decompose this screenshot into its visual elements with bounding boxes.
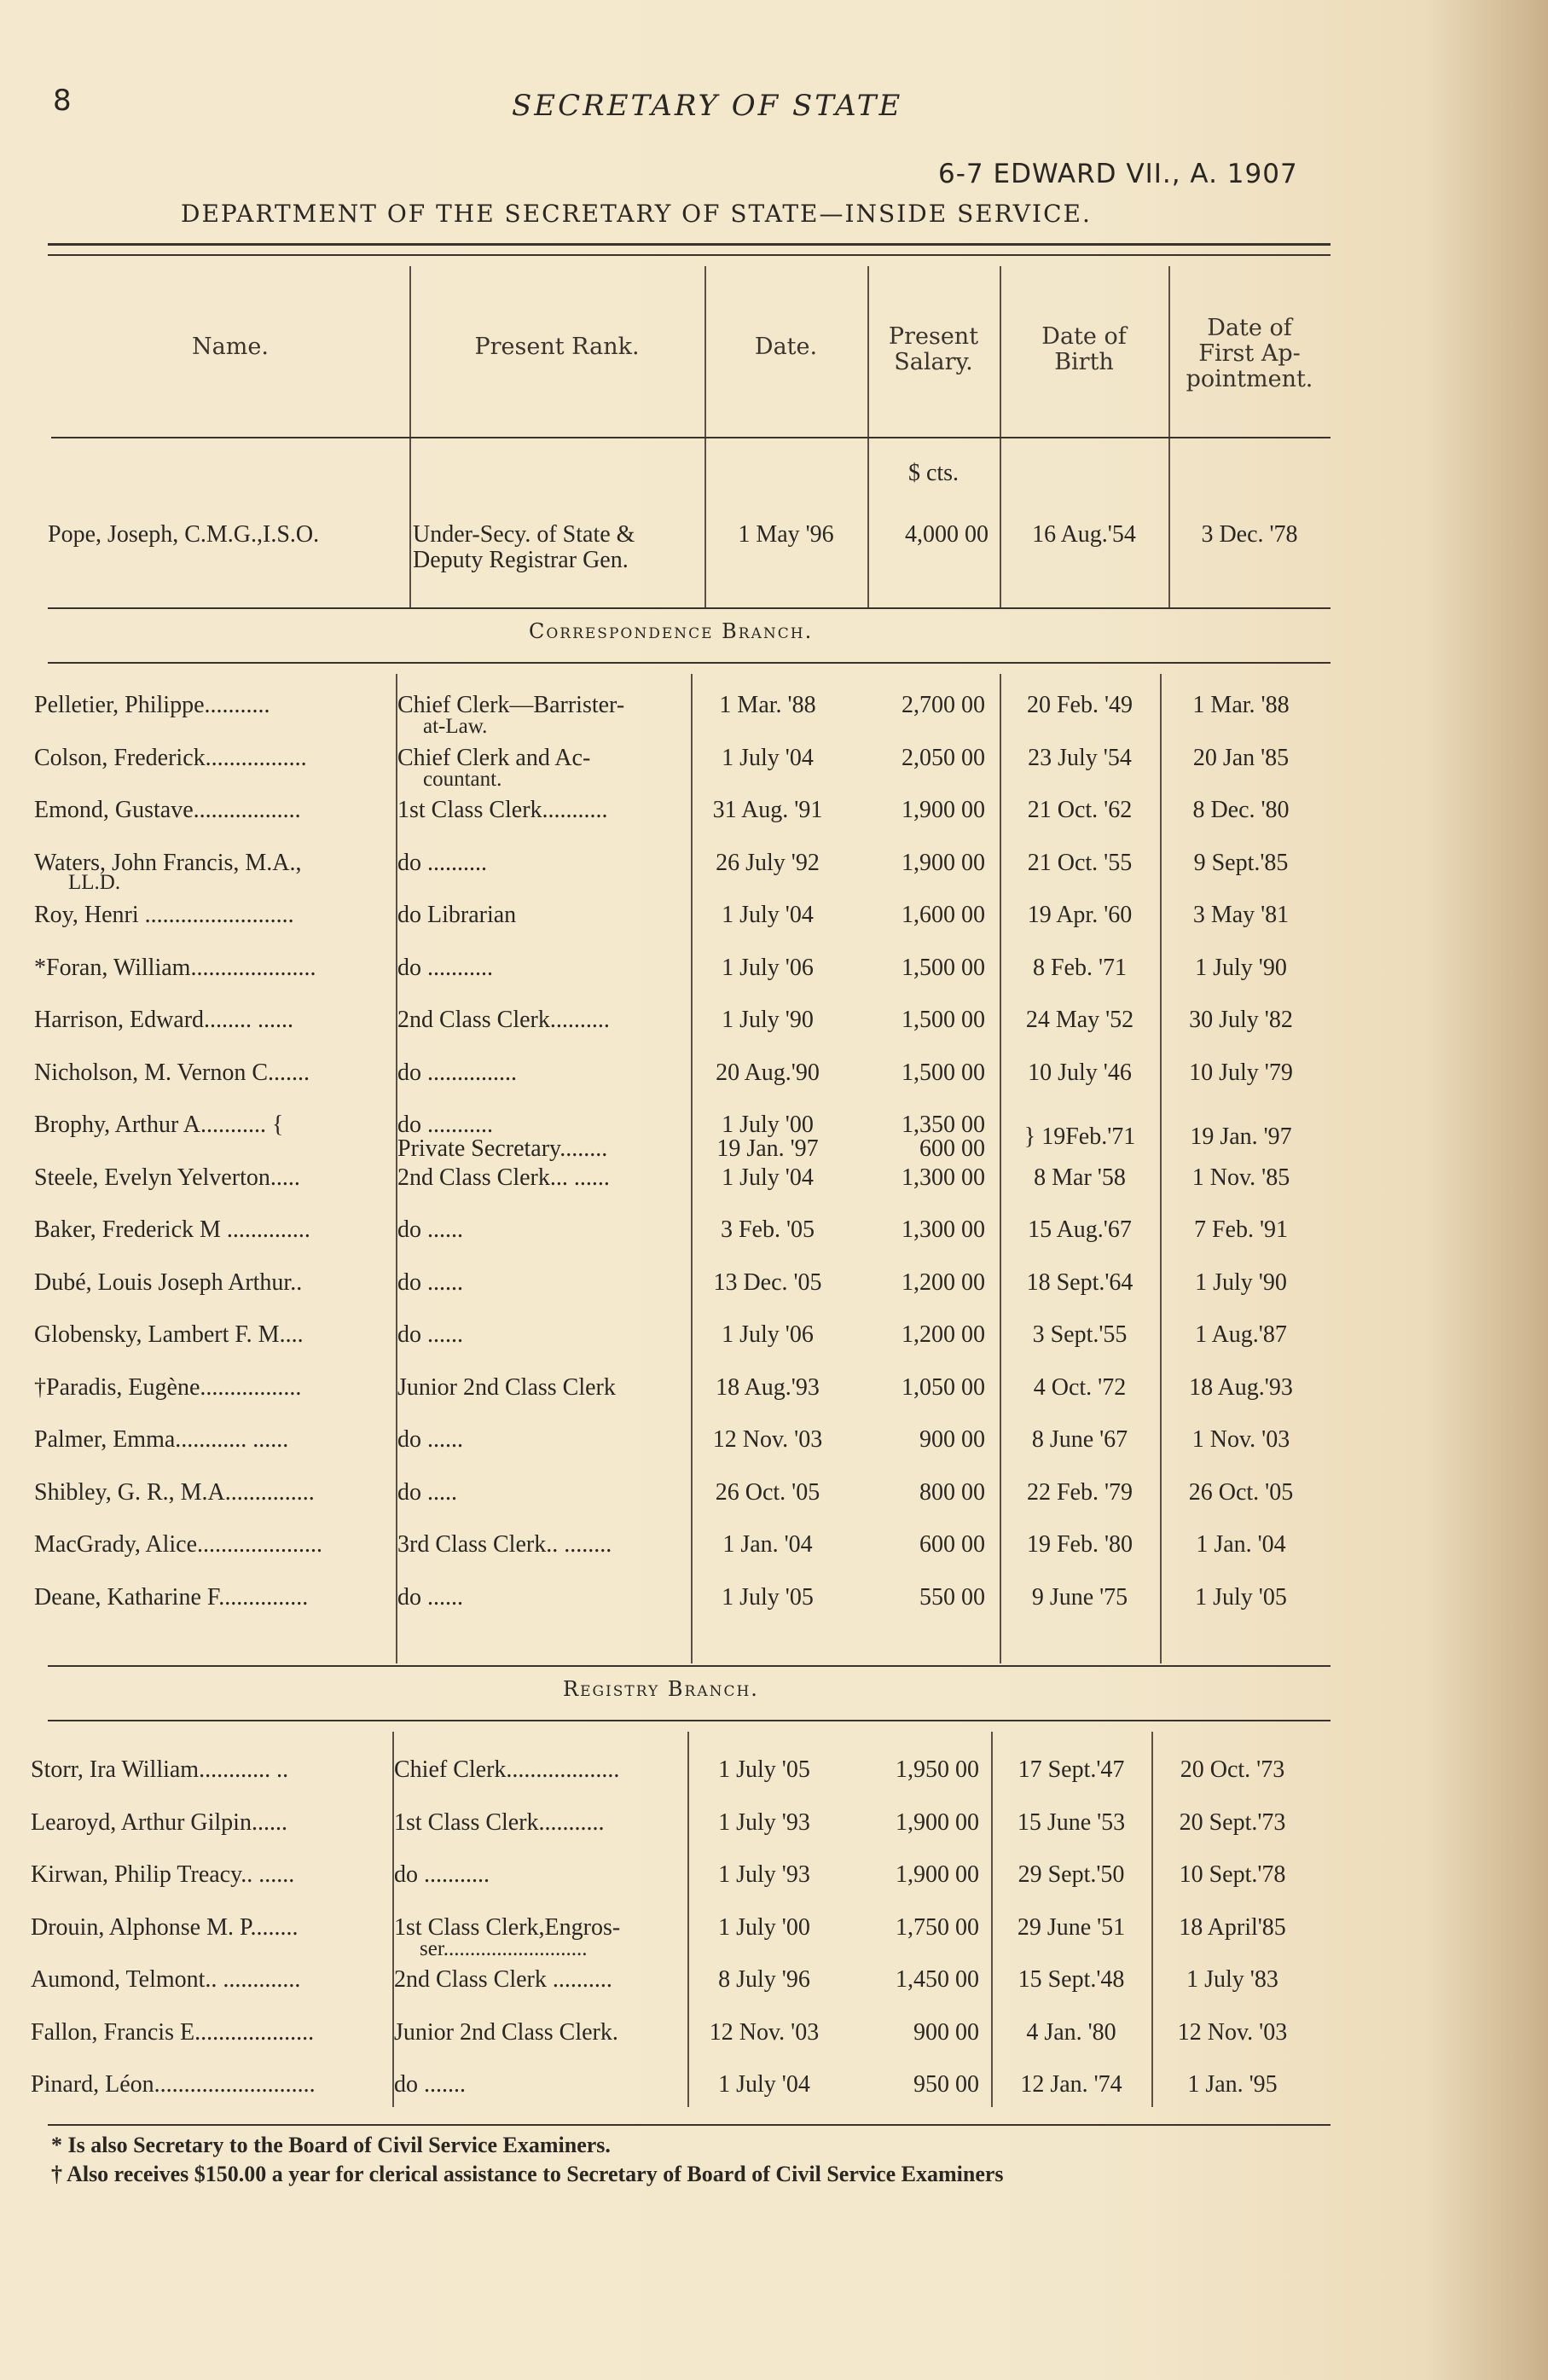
row-date: 1 July '06 — [722, 1321, 814, 1348]
row-salary: 1,200 00 — [902, 1268, 985, 1296]
row-salary: 1,050 00 — [902, 1373, 985, 1401]
row-birth: 3 Sept.'55 — [1032, 1321, 1128, 1348]
row-birth: 8 June '67 — [1031, 1426, 1128, 1453]
col-header-first-appointment: Date of First Ap- pointment. — [1186, 315, 1313, 392]
col-header-birth: Date of Birth — [1041, 323, 1127, 375]
row-first-appointment: 7 Feb. '91 — [1193, 1216, 1289, 1243]
row-salary: 950 00 — [913, 2071, 979, 2098]
page-number: 8 — [53, 84, 72, 118]
row-salary: 1,750 00 — [896, 1913, 979, 1941]
top-rule — [48, 243, 1331, 246]
department-title: DEPARTMENT OF THE SECRETARY OF STATE—INSIDE SERVICE. — [181, 200, 1092, 228]
row-date-2: 19 Jan. '97 — [716, 1135, 819, 1162]
row-rank: do ...... — [397, 1321, 463, 1348]
row-first-appointment: 10 July '79 — [1189, 1059, 1293, 1086]
row-salary: 1,300 00 — [902, 1164, 985, 1191]
row-salary: 2,700 00 — [902, 692, 985, 718]
row-date: 13 Dec. '05 — [713, 1268, 822, 1296]
row-rank: do .......... — [397, 849, 487, 876]
col-header-date: Date. — [754, 334, 818, 360]
row-birth: 18 Sept.'64 — [1026, 1268, 1133, 1296]
row-salary: 1,500 00 — [902, 1007, 985, 1033]
row-salary: 600 00 — [919, 1531, 985, 1558]
head-first: 3 Dec. '78 — [1201, 521, 1298, 548]
row-birth: 8 Feb. '71 — [1032, 954, 1128, 981]
row-rank: 1st Class Clerk........... — [397, 797, 608, 823]
row-birth: 4 Jan. '80 — [1026, 2018, 1116, 2046]
row-date: 1 July '05 — [718, 1756, 810, 1783]
row-birth: 23 July '54 — [1028, 744, 1132, 771]
row-date: 1 July '04 — [722, 902, 814, 928]
col-header-salary: Present Salary. — [888, 323, 979, 375]
row-date: 26 July '92 — [716, 849, 820, 876]
row-salary: 1,300 00 — [902, 1216, 985, 1243]
row-salary: 900 00 — [913, 2018, 979, 2046]
row-rank: Junior 2nd Class Clerk. — [394, 2018, 618, 2046]
section-rule — [48, 1665, 1331, 1667]
row-rank: do ...... — [397, 1426, 463, 1453]
row-rank: do ...... — [397, 1216, 463, 1243]
row-date: 31 Aug. '91 — [712, 797, 823, 823]
row-birth: 15 June '53 — [1017, 1808, 1126, 1836]
footnote-2: † Also receives $150.00 a year for clerical assistance to Secretary of Board of Civil Service Examiners — [51, 2162, 1004, 2186]
row-date: 1 July '93 — [718, 1808, 810, 1836]
correspondence-title: Correspondence Branch. — [529, 619, 814, 643]
row-birth: 19 Feb. '80 — [1026, 1531, 1133, 1558]
row-name: Dubé, Louis Joseph Arthur.. — [34, 1268, 303, 1296]
row-rank: 3rd Class Clerk.. ........ — [397, 1531, 612, 1558]
head-birth: 16 Aug.'54 — [1032, 521, 1136, 548]
section-rule — [48, 607, 1331, 609]
head-salary: 4,000 00 — [905, 521, 989, 548]
row-date: 1 July '04 — [722, 1164, 814, 1191]
row-date: 1 July '06 — [722, 954, 814, 981]
row-rank: Chief Clerk—Barrister- — [397, 692, 625, 718]
footer-rule — [48, 2124, 1331, 2126]
row-rank: do ........... — [397, 1112, 493, 1138]
row-rank-cont: at-Law. — [423, 715, 488, 738]
row-salary: 900 00 — [919, 1426, 985, 1453]
row-date: 1 July '00 — [718, 1913, 810, 1941]
running-head: SECRETARY OF STATE — [512, 89, 903, 123]
row-name: Roy, Henri ......................... — [34, 902, 294, 928]
row-first-appointment: 1 July '05 — [1195, 1583, 1287, 1611]
row-rank-2: Private Secretary........ — [397, 1135, 608, 1162]
row-date: 1 July '93 — [718, 1861, 810, 1888]
row-first-appointment: 3 May '81 — [1192, 902, 1290, 928]
row-salary: 1,900 00 — [896, 1861, 979, 1888]
row-name: Emond, Gustave.................. — [34, 797, 301, 823]
row-date: 26 Oct. '05 — [715, 1478, 820, 1506]
row-rank: do ..... — [397, 1478, 457, 1506]
row-birth: 8 Mar '58 — [1034, 1164, 1126, 1191]
row-first-appointment: 20 Oct. '73 — [1180, 1756, 1285, 1783]
row-rank-cont: countant. — [423, 767, 502, 791]
row-name: Baker, Frederick M .............. — [34, 1216, 310, 1243]
row-date: 1 Jan. '04 — [722, 1531, 813, 1558]
section-rule — [48, 1720, 1331, 1721]
row-name: Harrison, Edward........ ...... — [34, 1007, 294, 1033]
row-date: 18 Aug.'93 — [716, 1373, 820, 1401]
row-rank: do ...... — [397, 1583, 463, 1611]
row-first-appointment: 1 Aug.'87 — [1195, 1321, 1287, 1348]
row-first-appointment: 9 Sept.'85 — [1193, 849, 1289, 876]
row-date: 1 July '05 — [722, 1583, 814, 1611]
row-salary: 1,350 00 — [902, 1112, 985, 1138]
row-name: Learoyd, Arthur Gilpin...... — [31, 1808, 287, 1836]
currency-label: $ cts. — [907, 460, 960, 486]
row-rank: 2nd Class Clerk... ...... — [397, 1164, 610, 1191]
row-first-appointment: 19 Jan. '97 — [1190, 1123, 1292, 1150]
row-name: Globensky, Lambert F. M.... — [34, 1321, 304, 1348]
row-name: Storr, Ira William............ .. — [31, 1756, 289, 1783]
footnote-1: * Is also Secretary to the Board of Civil Service Examiners. — [51, 2133, 611, 2157]
row-rank: 1st Class Clerk,Engros- — [394, 1913, 621, 1941]
row-first-appointment: 10 Sept.'78 — [1179, 1861, 1286, 1888]
row-birth: 12 Jan. '74 — [1020, 2071, 1122, 2098]
row-salary: 2,050 00 — [902, 744, 985, 771]
row-rank: 2nd Class Clerk.......... — [397, 1007, 610, 1033]
row-birth: 10 July '46 — [1028, 1059, 1132, 1086]
row-birth: 21 Oct. '55 — [1027, 849, 1133, 876]
row-first-appointment: 1 July '83 — [1186, 1966, 1278, 1993]
row-salary: 1,900 00 — [902, 849, 985, 876]
head-name: Pope, Joseph, C.M.G.,I.S.O. — [48, 521, 320, 548]
row-rank: 2nd Class Clerk .......... — [394, 1966, 612, 1993]
row-date: 1 Mar. '88 — [719, 692, 816, 718]
row-birth: 24 May '52 — [1025, 1007, 1134, 1033]
row-salary: 800 00 — [919, 1478, 985, 1506]
row-name: MacGrady, Alice..................... — [34, 1531, 322, 1558]
row-first-appointment: 1 July '90 — [1195, 954, 1287, 981]
row-birth: 9 June '75 — [1031, 1583, 1128, 1611]
row-first-appointment: 18 Aug.'93 — [1189, 1373, 1293, 1401]
col-header-name: Name. — [192, 334, 269, 360]
row-first-appointment: 1 Jan. '95 — [1187, 2071, 1278, 2098]
row-date: 8 July '96 — [718, 1966, 810, 1993]
row-rank: do ............... — [397, 1059, 517, 1086]
row-name: Pelletier, Philippe........... — [34, 692, 270, 718]
row-salary: 1,500 00 — [902, 1059, 985, 1086]
row-date: 12 Nov. '03 — [709, 2018, 820, 2046]
row-birth: 29 June '51 — [1017, 1913, 1126, 1941]
row-birth: 15 Sept.'48 — [1018, 1966, 1125, 1993]
row-birth: 20 Feb. '49 — [1026, 692, 1133, 718]
row-rank: do ........... — [397, 954, 493, 981]
row-birth: 17 Sept.'47 — [1018, 1756, 1125, 1783]
row-birth: 4 Oct. '72 — [1033, 1373, 1127, 1401]
row-salary: 1,600 00 — [902, 902, 985, 928]
row-birth: 29 Sept.'50 — [1018, 1861, 1125, 1888]
row-name-cont: LL.D. — [68, 870, 121, 894]
registry-title: Registry Branch. — [563, 1677, 759, 1701]
head-rank-2: Deputy Registrar Gen. — [413, 547, 629, 573]
header-underline — [51, 437, 1331, 438]
row-name: Deane, Katharine F............... — [34, 1583, 309, 1611]
row-date: 1 July '04 — [722, 744, 814, 771]
row-birth: 21 Oct. '62 — [1027, 797, 1133, 823]
row-first-appointment: 20 Sept.'73 — [1179, 1808, 1286, 1836]
row-salary-2: 600 00 — [919, 1135, 985, 1162]
row-name: Waters, John Francis, M.A., — [34, 849, 302, 876]
row-name: †Paradis, Eugène................. — [34, 1373, 302, 1401]
row-name: Fallon, Francis E.................... — [31, 2018, 315, 2046]
row-first-appointment: 8 Dec. '80 — [1192, 797, 1290, 823]
row-first-appointment: 18 April'85 — [1179, 1913, 1286, 1941]
row-first-appointment: 20 Jan '85 — [1192, 744, 1290, 771]
row-rank: Chief Clerk................... — [394, 1756, 620, 1783]
row-name: Drouin, Alphonse M. P........ — [31, 1913, 299, 1941]
row-birth: 19 Apr. '60 — [1027, 902, 1133, 928]
row-first-appointment: 26 Oct. '05 — [1188, 1478, 1294, 1506]
row-name: Shibley, G. R., M.A............... — [34, 1478, 315, 1506]
col-header-rank: Present Rank. — [474, 334, 640, 360]
row-rank: do ........... — [394, 1861, 490, 1888]
head-rank: Under-Secy. of State & — [413, 521, 635, 548]
row-rank: Junior 2nd Class Clerk — [397, 1373, 616, 1401]
section-rule — [48, 662, 1331, 664]
row-first-appointment: 1 Nov. '85 — [1191, 1164, 1290, 1191]
row-first-appointment: 1 Jan. '04 — [1196, 1531, 1286, 1558]
row-salary: 1,450 00 — [896, 1966, 979, 1993]
row-name: Colson, Frederick................. — [34, 744, 307, 771]
row-birth: } 19Feb.'71 — [1023, 1123, 1136, 1150]
row-date: 3 Feb. '05 — [720, 1216, 815, 1243]
row-first-appointment: 1 Mar. '88 — [1192, 692, 1290, 718]
row-name: *Foran, William..................... — [34, 954, 316, 981]
row-salary: 1,900 00 — [902, 797, 985, 823]
row-name: Palmer, Emma............ ...... — [34, 1426, 289, 1453]
row-rank: Chief Clerk and Ac- — [397, 744, 591, 771]
row-date: 1 July '04 — [718, 2071, 810, 2098]
row-name: Brophy, Arthur A........... { — [34, 1112, 284, 1138]
row-rank-cont: ser........................... — [420, 1936, 588, 1960]
row-first-appointment: 30 July '82 — [1189, 1007, 1293, 1033]
row-first-appointment: 12 Nov. '03 — [1177, 2018, 1288, 2046]
row-salary: 1,900 00 — [896, 1808, 979, 1836]
row-date: 20 Aug.'90 — [716, 1059, 820, 1086]
row-first-appointment: 1 Nov. '03 — [1191, 1426, 1290, 1453]
row-salary: 550 00 — [919, 1583, 985, 1611]
row-date: 1 July '90 — [722, 1007, 814, 1033]
row-rank: do ....... — [394, 2071, 466, 2098]
row-salary: 1,200 00 — [902, 1321, 985, 1348]
row-name: Pinard, Léon........................... — [31, 2071, 316, 2098]
row-name: Steele, Evelyn Yelverton..... — [34, 1164, 300, 1191]
row-birth: 22 Feb. '79 — [1026, 1478, 1133, 1506]
row-birth: 15 Aug.'67 — [1028, 1216, 1132, 1243]
row-rank: do ...... — [397, 1268, 463, 1296]
head-date: 1 May '96 — [738, 521, 834, 548]
row-name: Nicholson, M. Vernon C....... — [34, 1059, 310, 1086]
top-rule-2 — [48, 254, 1331, 256]
row-name: Kirwan, Philip Treacy.. ...... — [31, 1861, 295, 1888]
row-salary: 1,950 00 — [896, 1756, 979, 1783]
row-name: Aumond, Telmont.. ............. — [31, 1966, 301, 1993]
row-rank: 1st Class Clerk........... — [394, 1808, 605, 1836]
row-rank: do Librarian — [397, 902, 517, 928]
row-first-appointment: 1 July '90 — [1195, 1268, 1287, 1296]
edition-label: 6-7 EDWARD VII., A. 1907 — [938, 159, 1298, 189]
row-salary: 1,500 00 — [902, 954, 985, 981]
row-date: 12 Nov. '03 — [712, 1426, 823, 1453]
row-date: 1 July '00 — [722, 1112, 814, 1138]
